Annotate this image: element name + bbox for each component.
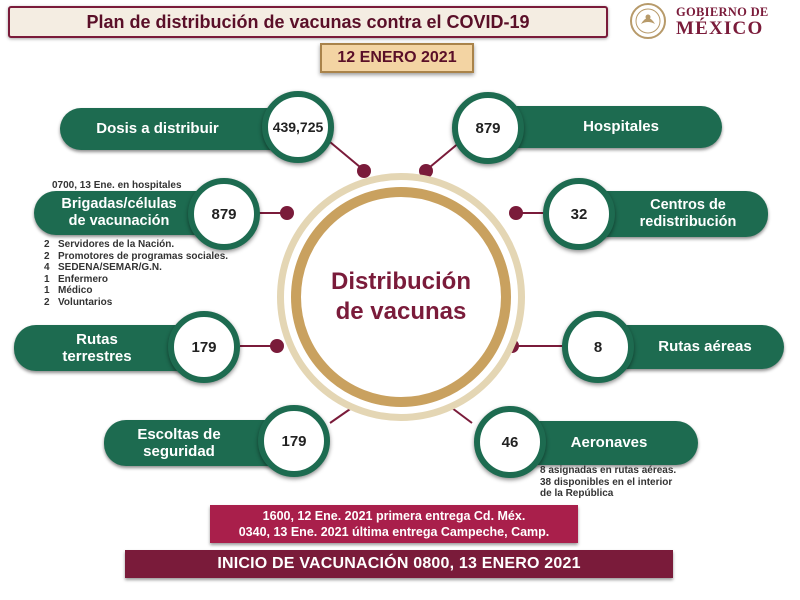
dosis-label: Dosis a distribuir [96,120,219,138]
rutas-aereas-value: 8 [562,311,634,383]
center-line1: Distribución [330,268,471,295]
centros-value: 32 [543,178,615,250]
brigadas-label-line2: de vacunación [68,213,170,229]
brigadas-label-line1: Brigadas/células [61,196,177,213]
breakdown-item: 2 Servidores de la Nación. [44,239,175,250]
breakdown-item: 2 Promotores de programas sociales. [44,250,229,262]
centros-label-line1: Centros de [650,197,726,214]
brigadas-breakdown [44,239,228,308]
aeronaves-label: Aeronaves [570,434,648,452]
aeronaves-note-line: 38 disponibles en el interior [540,476,673,488]
page-title: Plan de distribución de vacunas contra el COVID-19 [8,6,608,38]
connector-dot [280,206,294,220]
rutas-terrestres-value: 179 [168,311,240,383]
rutas-aereas-label: Rutas aéreas [658,338,752,356]
escoltas-value: 179 [258,405,330,477]
centros-label-line2: redistribución [639,214,737,230]
brigadas-time-note: 0700, 13 Ene. en hospitales [52,180,182,191]
date-badge: 12 ENERO 2021 [320,43,474,73]
aeronaves-value: 46 [474,406,546,478]
rutas-terrestres-line1: Rutas [76,330,118,348]
hospitales-value: 879 [452,92,524,164]
gov-line2: MÉXICO [676,18,764,39]
hospitales-label: Hospitales [583,118,659,136]
brigadas-value: 879 [188,178,260,250]
breakdown-item: 2 Voluntarios [44,296,113,308]
delivery-line2: 0340, 13 Ene. 2021 última entrega Campeche, Camp. [238,525,550,539]
aeronaves-note-line: 8 asignadas en rutas aéreas. [540,465,677,476]
breakdown-item: 1 Enfermero [44,273,109,285]
aeronaves-note-line: de la República [540,488,614,499]
connector-dot [509,206,523,220]
dosis-value: 439,725 [262,91,334,163]
rutas-terrestres-line2: terrestres [62,348,132,365]
escoltas-line2: seguridad [143,443,215,460]
center-title [291,187,511,407]
vaccination-start-banner: INICIO DE VACUNACIÓN 0800, 13 ENERO 2021 [125,550,673,578]
breakdown-item: 1 Médico [44,285,93,296]
breakdown-item: 4 SEDENA/SEMAR/G.N. [44,262,162,273]
center-line2: de vacunas [335,298,467,325]
delivery-line1: 1600, 12 Ene. 2021 primera entrega Cd. Méx. [262,509,526,523]
dosis-pill [60,108,285,150]
escoltas-line1: Escoltas de [137,425,221,443]
connector-dot [270,339,284,353]
delivery-schedule-box [210,505,578,543]
hospitales-pill [490,106,722,148]
connector-dot [357,164,371,178]
gov-line1: GOBIERNO DE [676,5,769,19]
aeronaves-note [540,465,676,500]
